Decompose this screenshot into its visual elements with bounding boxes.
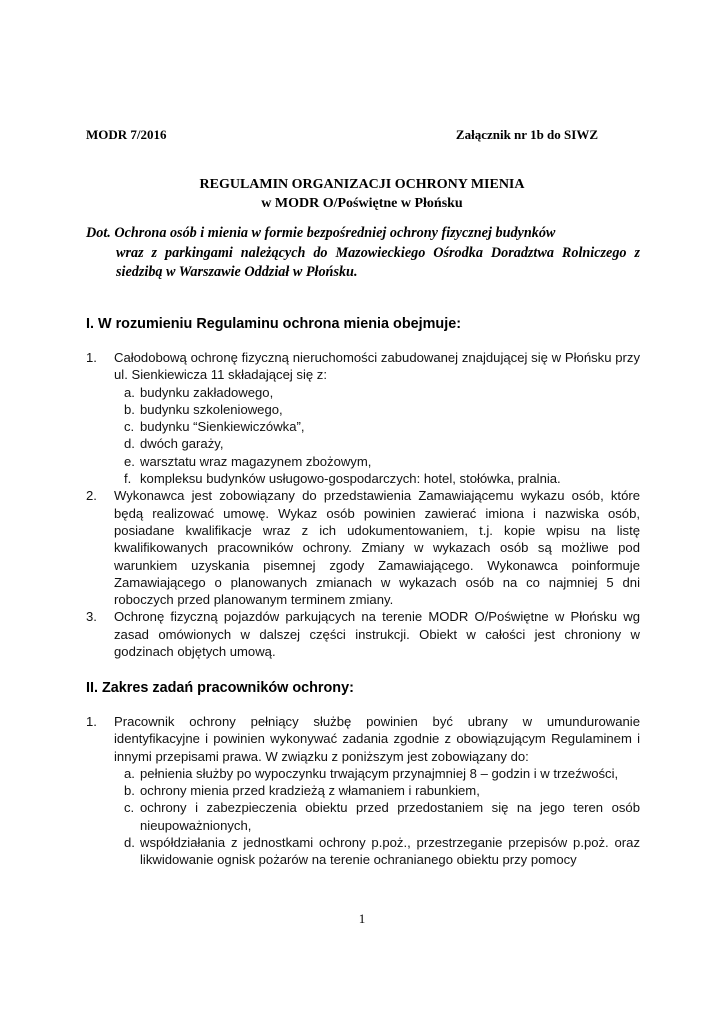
- item-text: Pracownik ochrony pełniący służbę powinien być ubrany w umundurowanie identyfikacyjne i powinien wykonywać zadania zgodnie z obowiązującym Regulaminem i innymi przepisami prawa. W związku z poniższym jest zobowiązany do:: [114, 714, 640, 764]
- sub-item-text: ochrony i zabezpieczenia obiektu przed przedostaniem się na jego teren osób nieupoważnionych,: [140, 800, 640, 833]
- sub-item-letter: b.: [124, 783, 135, 799]
- page-number: 1: [358, 911, 366, 926]
- list-item: [86, 349, 640, 384]
- sub-item: [86, 799, 640, 834]
- list-item: [86, 713, 640, 765]
- subject-line-3: Rolniczego z siedzibą w Warszawie Oddział w Płońsku.: [116, 244, 640, 280]
- sub-item-text: budynku zakładowego,: [140, 384, 274, 400]
- subject-line-2: wraz z parkingami należących do Mazowieckiego Ośrodka Doradztwa: [116, 244, 554, 261]
- sub-item-text: budynku “Sienkiewiczówka”,: [140, 419, 305, 435]
- item-text: Całodobową ochronę fizyczną nieruchomości zabudowanej znajdującej się w Płońsku przy ul. Sienkiewicza 11 składającej się z:: [114, 350, 640, 383]
- list-item: [86, 608, 640, 660]
- subject-continuation: [86, 244, 640, 283]
- title-line-2: w MODR O/Poświętne w Płońsku: [261, 196, 463, 211]
- section-2-heading: II. Zakres zadań pracowników ochrony:: [86, 680, 354, 696]
- section-1-heading: I. W rozumieniu Regulaminu ochrona mienia obejmuje:: [86, 316, 461, 332]
- sub-item: [86, 435, 640, 452]
- title-line-1: REGULAMIN ORGANIZACJI OCHRONY MIENIA: [199, 177, 525, 192]
- sub-item: [86, 418, 640, 435]
- sub-item: [86, 834, 640, 869]
- sub-item-text: ochrony mienia przed kradzieżą z włamaniem i rabunkiem,: [140, 783, 480, 799]
- sub-item-letter: b.: [124, 401, 135, 417]
- sub-item-text: dwóch garaży,: [140, 436, 224, 452]
- sub-item-text: pełnienia służby po wypoczynku trwającym przynajmniej 8 – godzin i w trzeźwości,: [140, 765, 619, 781]
- sub-item-letter: a.: [124, 765, 135, 781]
- subject-line-1: Dot. Ochrona osób i mienia w formie bezpośredniej ochrony fizycznej budynków: [86, 225, 556, 241]
- sub-item: [86, 470, 640, 487]
- item-number: 1.: [86, 350, 97, 365]
- document-id: MODR 7/2016: [86, 127, 167, 142]
- subject-paragraph: [86, 224, 640, 283]
- item-text: Ochronę fizyczną pojazdów parkujących na terenie MODR O/Poświętne w Płońsku wg zasad omówionych w dalszej części instrukcji. Obiekt w całości jest chroniony w godzinach objętych umową.: [114, 609, 640, 660]
- sub-item-letter: c.: [124, 800, 135, 816]
- sub-item: [86, 765, 640, 782]
- attachment-label: Załącznik nr 1b do SIWZ: [455, 127, 598, 142]
- sub-item-letter: a.: [124, 384, 135, 400]
- sub-item-text: kompleksu budynków usługowo-gospodarczych: hotel, stołówka, pralnia.: [140, 471, 561, 487]
- sub-item: [86, 384, 640, 401]
- sub-item: [86, 453, 640, 470]
- item-number: 3.: [86, 609, 97, 625]
- list-item: [86, 487, 640, 608]
- sub-item-text: współdziałania z jednostkami ochrony p.poż., przestrzeganie przepisów p.poż. oraz likwidowanie ognisk pożarów na terenie ochranianego obiektu przy pomocy: [140, 835, 640, 868]
- item-number: 1.: [86, 714, 97, 729]
- sub-item-text: warsztatu wraz magazynem zbożowym,: [140, 453, 372, 469]
- item-number: 2.: [86, 488, 97, 504]
- sub-item-letter: d.: [124, 835, 135, 851]
- sub-item-letter: c.: [124, 419, 135, 435]
- sub-item: [86, 401, 640, 418]
- section-1-list: [86, 349, 640, 660]
- section-2-list: [86, 713, 640, 869]
- sub-item-text: budynku szkoleniowego,: [140, 401, 283, 417]
- sub-item-letter: d.: [124, 436, 135, 452]
- sub-item-letter: f.: [124, 471, 132, 487]
- sub-item: [86, 782, 640, 799]
- item-text: Wykonawca jest zobowiązany do przedstawienia Zamawiającemu wykazu osób, które będą realizować umowę. Wykaz osób powinien zawierać imiona i nazwiska osób, posiadane kwalifikacje wraz z ich udokumentowaniem, t.j. kopie wpisu na listę kwalifikowanych pracowników ochrony. Zmiany w wykazach osób są możliwe pod warunkiem uzyskania pisemnej zgody Zamawiającego. Wykonawca poinformuje Zamawiającego o planowanych zmianach w wykazach osób na co najmniej 5 dni roboczych przed planowanym terminem zmiany.: [114, 488, 640, 608]
- document-title: [0, 175, 724, 213]
- sub-item-letter: e.: [124, 453, 135, 469]
